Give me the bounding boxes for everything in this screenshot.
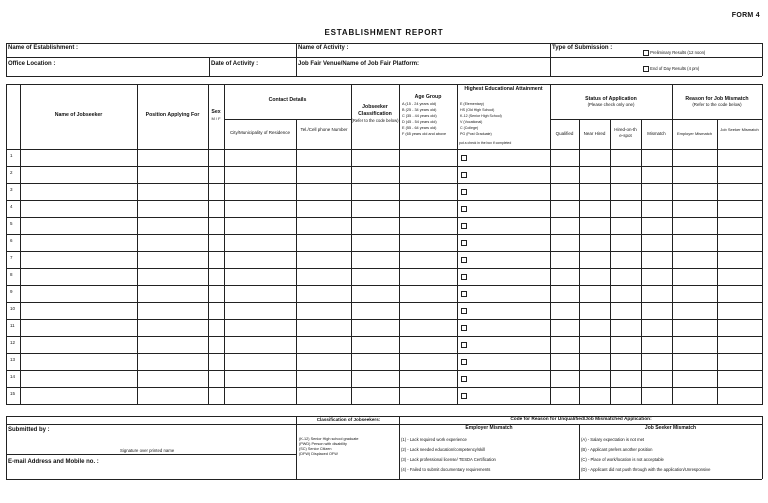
code-title: Code for Reason for Unqualified/Job Mismatched Application: xyxy=(510,417,652,422)
education-completed-checkbox[interactable] xyxy=(461,274,467,280)
education-completed-checkbox[interactable] xyxy=(461,223,467,229)
employer-mismatch-line: (1) - Lack required work experience xyxy=(401,437,467,442)
seeker-mismatch-line: (C) - Place of work/location is not acceptable xyxy=(581,457,664,462)
end-of-day-checkbox[interactable] xyxy=(643,66,649,72)
row-number: 1 xyxy=(10,153,13,158)
education-completed-checkbox[interactable] xyxy=(461,206,467,212)
education-completed-checkbox[interactable] xyxy=(461,308,467,314)
col-seeker-mismatch-header: Job Seeker Mismatch xyxy=(720,127,759,132)
classification-line: (DFW) Displaced OFW xyxy=(299,452,338,456)
col-contact-header: Contact Details xyxy=(268,97,307,103)
seeker-mismatch-line: (B) - Applicant prefers another position xyxy=(581,447,653,452)
signature-label: Signature over printed name xyxy=(120,448,175,453)
col-classification-sub: (Refer to the code below) xyxy=(351,118,399,123)
row-number: 5 xyxy=(10,221,13,226)
age-group-line: C (35 - 44 years old) xyxy=(402,114,437,118)
row-number: 3 xyxy=(10,187,13,192)
col-age-header: Age Group xyxy=(414,94,442,100)
education-completed-checkbox[interactable] xyxy=(461,342,467,348)
education-completed-checkbox[interactable] xyxy=(461,155,467,161)
col-qualified-header: Qualified xyxy=(555,131,574,136)
employer-lines xyxy=(401,435,496,475)
establishment-field[interactable]: Name of Establishment : xyxy=(8,45,79,51)
col-classification-header: Jobseeker Classification xyxy=(358,104,392,117)
education-note: put a check in the box if completed xyxy=(459,141,512,145)
col-reason-header: Reason for Job Mismatch xyxy=(685,96,749,102)
preliminary-checkbox[interactable] xyxy=(643,50,649,56)
submission-type-label: Type of Submission : xyxy=(552,45,613,51)
education-line: HS (Old High School) xyxy=(460,108,495,112)
age-lines xyxy=(402,101,457,137)
seeker-mismatch-line: (D) - Applicant did not push through with the application/Unresponsive xyxy=(581,467,711,472)
education-completed-checkbox[interactable] xyxy=(461,376,467,382)
employer-mismatch-line: (3) - Lack professional license/ TESDA Certification xyxy=(401,457,496,462)
education-completed-checkbox[interactable] xyxy=(461,325,467,331)
end-of-day-option-label: End of Day Results (4 pm) xyxy=(650,66,700,72)
preliminary-option-label: Preliminary Results (12 noon) xyxy=(650,50,706,56)
row-number: 8 xyxy=(10,272,13,277)
activity-field[interactable]: Name of Activity : xyxy=(298,45,349,51)
age-group-line: F (65 years old and above xyxy=(402,132,447,136)
row-number: 2 xyxy=(10,170,13,175)
row-number: 15 xyxy=(10,391,16,396)
page-title: ESTABLISHMENT REPORT xyxy=(324,28,444,37)
email-field[interactable]: E-mail Address and Mobile no. : xyxy=(8,459,99,465)
office-location-field[interactable]: Office Location : xyxy=(8,61,56,67)
education-line: E (Elementary) xyxy=(460,102,484,106)
col-employer-mismatch-header: Employer Mismatch xyxy=(676,131,713,136)
education-completed-checkbox[interactable] xyxy=(461,393,467,399)
education-completed-checkbox[interactable] xyxy=(461,257,467,263)
education-completed-checkbox[interactable] xyxy=(461,359,467,365)
row-number: 6 xyxy=(10,238,13,243)
col-mismatch-header: Mismatch xyxy=(647,131,666,136)
classification-line: (K-12) Senior High school graduate xyxy=(299,437,359,441)
col-near-hired-header: Near Hired xyxy=(583,131,606,136)
col-sex-header: Sex xyxy=(211,109,221,115)
form-code: FORM 4 xyxy=(731,12,760,19)
employer-mismatch-line: (4) - Failed to submit documentary requirements xyxy=(401,467,491,472)
row-number: 9 xyxy=(10,289,13,294)
row-number: 14 xyxy=(10,374,16,379)
seeker-lines xyxy=(581,435,710,475)
date-field[interactable]: Date of Activity : xyxy=(211,61,259,67)
col-sex-sub: M / F xyxy=(211,115,221,121)
preliminary-option[interactable] xyxy=(643,50,705,56)
education-line: C (College) xyxy=(460,126,479,130)
education-completed-checkbox[interactable] xyxy=(461,172,467,178)
employer-mismatch-title: Employer Mismatch xyxy=(465,425,513,431)
end-of-day-option[interactable] xyxy=(643,66,699,72)
education-completed-checkbox[interactable] xyxy=(461,240,467,246)
age-group-line: A (15 - 24 years old) xyxy=(402,102,437,106)
classification-lines xyxy=(299,437,359,457)
education-line: PG (Post Graduate) xyxy=(460,132,492,136)
row-number: 4 xyxy=(10,204,13,209)
col-education-header: Highest Educational Attainment xyxy=(464,86,543,92)
seeker-mismatch-title: Job Seeker Mismatch xyxy=(644,425,697,431)
seeker-mismatch-line: (A) - Salary expectation is not met xyxy=(581,437,645,442)
col-tel-header: Tel./Cell phone Number xyxy=(300,127,348,132)
col-position-header: Position Applying For xyxy=(145,112,200,118)
row-number: 12 xyxy=(10,340,16,345)
row-number: 11 xyxy=(10,323,15,328)
row-number: 13 xyxy=(10,357,16,362)
classification-line: (PWD) Person with disability xyxy=(299,442,347,446)
col-hired-header: Hired-on-th e-spot xyxy=(614,127,637,138)
employer-mismatch-line: (2) - Lack needed education/competency/skill xyxy=(401,447,486,452)
age-group-line: B (25 - 34 years old) xyxy=(402,108,437,112)
classification-title: Classification of Jobseekers: xyxy=(316,417,381,422)
col-name-header: Name of Jobseeker xyxy=(54,112,103,118)
row-number: 7 xyxy=(10,255,13,260)
row-number: 10 xyxy=(10,306,16,311)
venue-field[interactable]: Job Fair Venue/Name of Job Fair Platform: xyxy=(298,61,420,67)
submitted-by-field[interactable]: Submitted by : xyxy=(8,427,50,433)
education-completed-checkbox[interactable] xyxy=(461,291,467,297)
col-status-header: Status of Application xyxy=(585,96,637,102)
age-group-line: E (55 - 64 years old) xyxy=(402,126,437,130)
education-line: K-12 (Senior High School) xyxy=(460,114,502,118)
col-reason-sub: (Refer to the code below) xyxy=(692,102,742,107)
age-group-line: D (45 - 54 years old) xyxy=(402,120,437,124)
education-lines xyxy=(460,101,550,137)
col-city-header: City/Municipality of Residence xyxy=(229,130,291,135)
col-status-sub: (Please check only one) xyxy=(587,102,635,107)
education-line: V (Vocational) xyxy=(460,120,483,124)
education-completed-checkbox[interactable] xyxy=(461,189,467,195)
classification-line: (SC) Senior Citizen xyxy=(299,447,332,451)
